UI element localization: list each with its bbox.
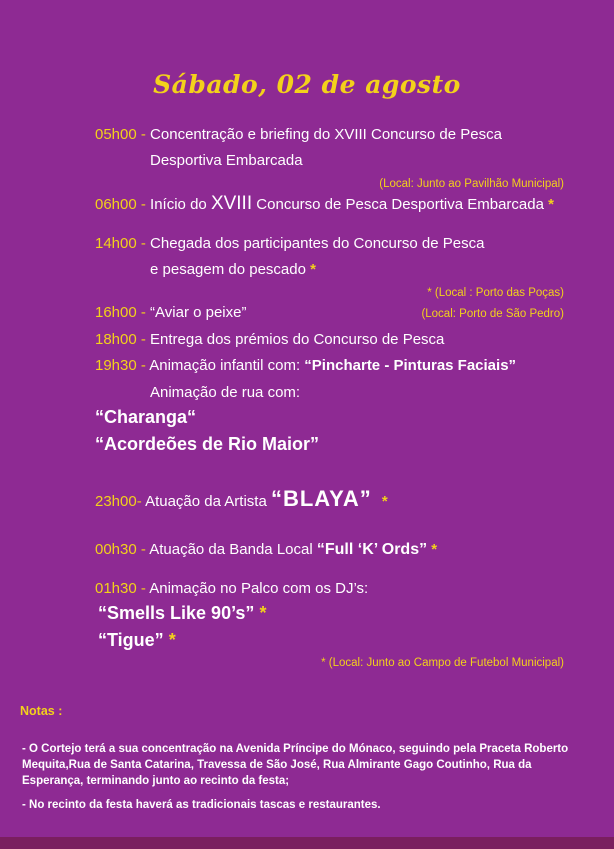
event-text-big: XVIII — [210, 193, 253, 214]
event-time: 01h30 - — [95, 580, 146, 597]
star-mark: * — [259, 603, 267, 623]
star-mark: * — [310, 261, 316, 278]
star-mark: * — [548, 196, 554, 213]
event-time: 23h00- — [95, 493, 142, 510]
event-text: e pesagem do pescado — [150, 261, 306, 278]
event-text: Chegada dos participantes do Concurso de Pesca — [150, 235, 485, 252]
event-1400-cont — [150, 261, 316, 279]
event-time: 19h30 - — [95, 357, 146, 374]
event-0500-cont: Desportiva Embarcada — [150, 152, 303, 169]
event-1800 — [95, 331, 444, 349]
dj-line-1 — [98, 604, 266, 622]
star-mark: * — [431, 541, 438, 558]
event-text: Entrega dos prémios do Concurso de Pesca — [150, 331, 445, 348]
bottom-bar — [0, 837, 614, 849]
star-mark: * — [168, 630, 176, 650]
event-location: * (Local : Porto das Poças) — [427, 287, 564, 299]
event-highlight: “Smells Like 90’s” — [98, 603, 255, 623]
event-2300 — [95, 486, 388, 511]
notes-title: Notas : — [20, 704, 63, 718]
event-0600 — [95, 195, 554, 214]
event-location: * (Local: Junto ao Campo de Futebol Municipal) — [321, 657, 564, 669]
event-0130 — [95, 580, 368, 598]
note-item: - No recinto da festa haverá as tradicionais tascas e restaurantes. — [22, 799, 381, 811]
event-time: 16h00 - — [95, 304, 146, 321]
event-text: Início do — [150, 196, 207, 213]
event-text: Animação no Palco com os DJ’s: — [149, 580, 369, 597]
event-1600 — [95, 304, 246, 322]
event-1930 — [95, 357, 516, 375]
event-time: 00h30 - — [95, 541, 146, 558]
event-time: 18h00 - — [95, 331, 146, 348]
dj-line-2 — [98, 631, 176, 649]
event-text: Concurso de Pesca Desportiva Embarcada — [256, 196, 544, 213]
event-location: (Local: Porto de São Pedro) — [421, 308, 564, 320]
event-text: Atuação da Banda Local — [149, 541, 313, 558]
star-mark: * — [381, 493, 388, 510]
event-text: “Aviar o peixe” — [150, 304, 247, 321]
event-highlight: “Tigue” — [98, 630, 164, 650]
event-text: Atuação da Artista — [145, 493, 267, 510]
event-0030 — [95, 541, 437, 559]
event-highlight: “Full ‘K’ Ords” — [316, 541, 428, 558]
event-highlight: “Pincharte - Pinturas Faciais” — [304, 357, 517, 374]
event-highlight: “Acordeões de Rio Maior” — [95, 434, 320, 454]
event-time: 05h00 - — [95, 126, 146, 143]
page-title: Sábado, 02 de agosto — [153, 70, 461, 99]
event-time: 06h00 - — [95, 196, 146, 213]
event-location: (Local: Junto ao Pavilhão Municipal) — [379, 178, 564, 190]
event-1930-cont: Animação de rua com: — [150, 384, 301, 401]
event-highlight: “BLAYA” — [270, 486, 372, 511]
event-0500 — [95, 126, 502, 144]
event-1400 — [95, 235, 484, 253]
event-highlight: “Charanga“ — [95, 407, 197, 427]
note-item: - O Cortejo terá a sua concentração na Avenida Príncipe do Mónaco, seguindo pela Praceta Roberto Mequita,Rua de Santa Catarina, Travessa de São José, Rua Almirante Gago Coutinho, Rua da Esperança, terminando junto ao recinto da festa; — [22, 743, 569, 787]
event-text: Concentração e briefing do XVIII Concurso de Pesca — [150, 126, 502, 143]
event-time: 14h00 - — [95, 235, 146, 252]
event-text: Animação infantil com: — [149, 357, 301, 374]
